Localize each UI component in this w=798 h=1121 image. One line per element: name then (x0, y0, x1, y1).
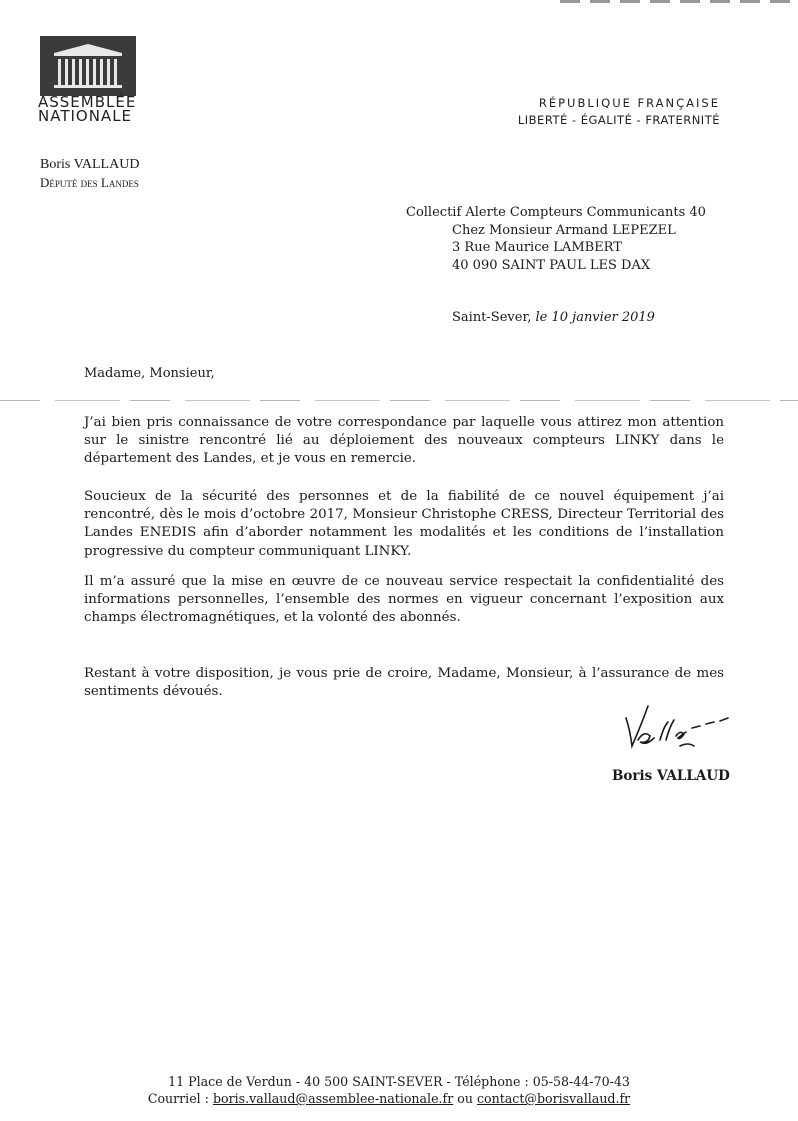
footer-or: ou (457, 1091, 473, 1106)
assemblee-nationale-logo (40, 36, 136, 96)
date-line (452, 310, 655, 325)
building-columns-icon (40, 36, 136, 96)
scan-artifact-top (560, 0, 798, 3)
email-link-2[interactable]: contact@borisvallaud.fr (476, 1091, 631, 1106)
republic-line-2: LIBERTÉ - ÉGALITÉ - FRATERNITÉ (517, 113, 720, 127)
paragraph-4: Restant à votre disposition, je vous prie de croire, Madame, Monsieur, à l’assurance de mes sentiments dévoués. (84, 666, 724, 700)
recipient-line-2: Chez Monsieur Armand LEPEZEL (452, 222, 676, 238)
sender-block (40, 156, 139, 192)
logo-line-2: NATIONALE (38, 107, 133, 125)
footer-address: 11 Place de Verdun - 40 500 SAINT-SEVER - Téléphone : 05-58-44-70-43 (168, 1074, 630, 1089)
sender-name: Boris VALLAUD (40, 157, 140, 172)
recipient-line-4: 40 090 SAINT PAUL LES DAX (452, 257, 651, 273)
email-link-1[interactable]: boris.vallaud@assemblee-nationale.fr (212, 1091, 454, 1106)
courriel-label: Courriel : (147, 1091, 209, 1106)
paragraph-2: Soucieux de la sécurité des personnes et de la fiabilité de ce nouvel équipement j’ai rencontré, dès le mois d’octobre 2017, Monsieur Christophe CRESS, Directeur Territorial des Landes ENEDIS afin d’aborder notamment les modalités et les conditions de l’installation progressive du compteur communiquant LINKY. (84, 489, 724, 559)
scan-artifact-line (0, 400, 798, 401)
sender-title: Député des Landes (40, 175, 139, 190)
date-value: le 10 janvier 2019 (535, 310, 655, 325)
paragraph-3: Il m’a assuré que la mise en œuvre de ce nouveau service respectait la confidentialité des informations personnelles, l’ensemble des normes en vigueur concernant l’exposition aux champs électromagnétiques, et la volonté des abonnés. (84, 574, 724, 626)
logo-text (38, 95, 148, 123)
footer-contact (0, 1090, 798, 1107)
signature-name: Boris VALLAUD (612, 768, 730, 784)
logo-line-1: ASSEMBLÉE (38, 93, 137, 111)
republic-line-1: RÉPUBLIQUE FRANÇAISE (538, 96, 720, 110)
footer (0, 1073, 798, 1107)
handwritten-signature (620, 700, 740, 764)
paragraph-1: J’ai bien pris connaissance de votre correspondance par laquelle vous attirez mon attention sur le sinistre rencontré lié au déploiement des nouveaux compteurs LINKY dans le département des Landes, et je vous en remercie. (84, 415, 724, 467)
recipient-line-3: 3 Rue Maurice LAMBERT (452, 240, 622, 255)
republic-header (518, 95, 720, 129)
date-place: Saint-Sever, (452, 310, 532, 325)
salutation: Madame, Monsieur, (84, 366, 215, 381)
recipient-line-1: Collectif Alerte Compteurs Communicants 40 (406, 205, 706, 220)
recipient-address (406, 204, 706, 274)
